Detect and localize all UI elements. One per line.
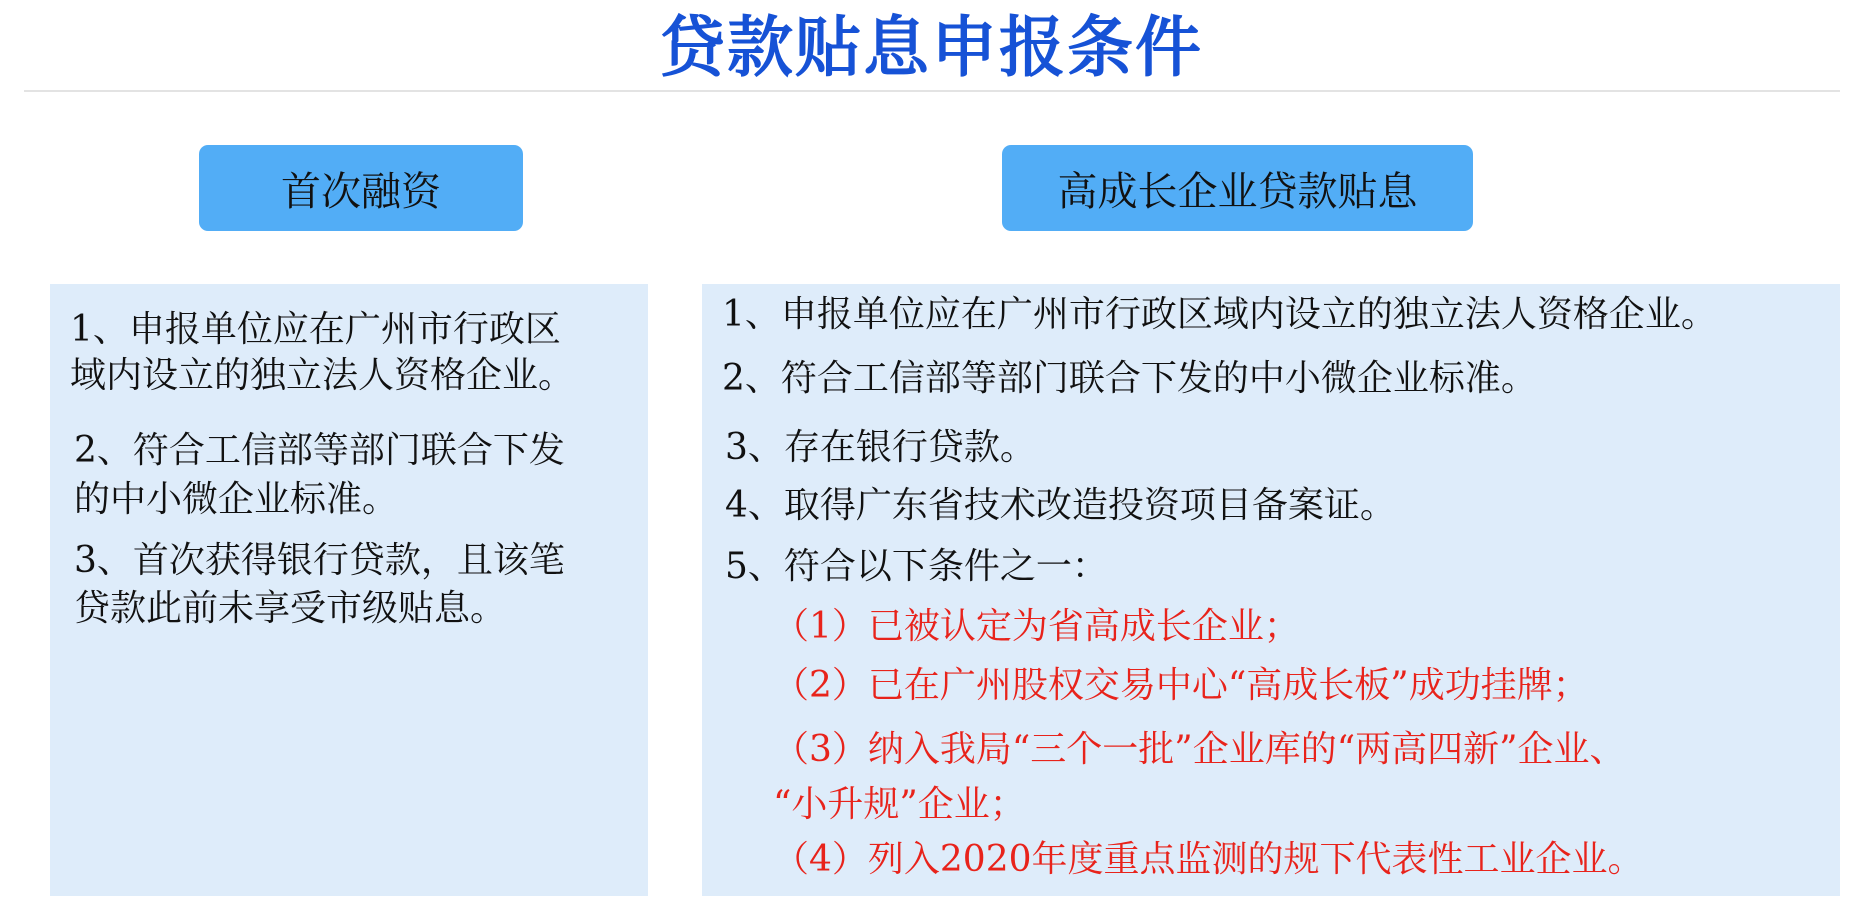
right-condition-4: 4、取得广东省技术改造投资项目备案证。	[725, 485, 1396, 526]
right-condition-5: 5、符合以下条件之一：	[725, 546, 1108, 587]
right-condition-3: 3、存在银行贷款。	[725, 427, 1036, 468]
right-condition-2: 2、符合工信部等部门联合下发的中小微企业标准。	[722, 358, 1537, 399]
page-title: 贷款贴息申报条件	[659, 9, 1203, 86]
left-condition-2-line-2: 的中小微企业标准。	[74, 479, 399, 520]
left-condition-3-line-2: 贷款此前未享受市级贴息。	[74, 588, 507, 629]
right-condition-1: 1、申报单位应在广州市行政区域内设立的独立法人资格企业。	[722, 294, 1717, 335]
right-sub-condition-3-line-1: （3）纳入我局“三个一批”企业库的“两高四新”企业、	[773, 729, 1626, 770]
left-condition-1-line-1: 1、申报单位应在广州市行政区	[70, 309, 561, 350]
left-condition-3-line-1: 3、首次获得银行贷款，且该笔	[74, 540, 565, 581]
title-divider	[24, 90, 1840, 92]
high-growth-loan-tag: 高成长企业贷款贴息	[1002, 145, 1473, 231]
right-sub-condition-1: （1）已被认定为省高成长企业；	[773, 606, 1300, 647]
left-condition-2-line-1: 2、符合工信部等部门联合下发	[74, 430, 565, 471]
first-financing-tag: 首次融资	[199, 145, 523, 231]
right-sub-condition-4: （4）列入2020年度重点监测的规下代表性工业企业。	[773, 839, 1644, 880]
right-sub-condition-3-line-2: “小升规”企业；	[773, 784, 1026, 825]
left-condition-1-line-2: 域内设立的独立法人资格企业。	[70, 355, 575, 396]
right-sub-condition-2: （2）已在广州股权交易中心“高成长板”成功挂牌；	[773, 665, 1589, 706]
